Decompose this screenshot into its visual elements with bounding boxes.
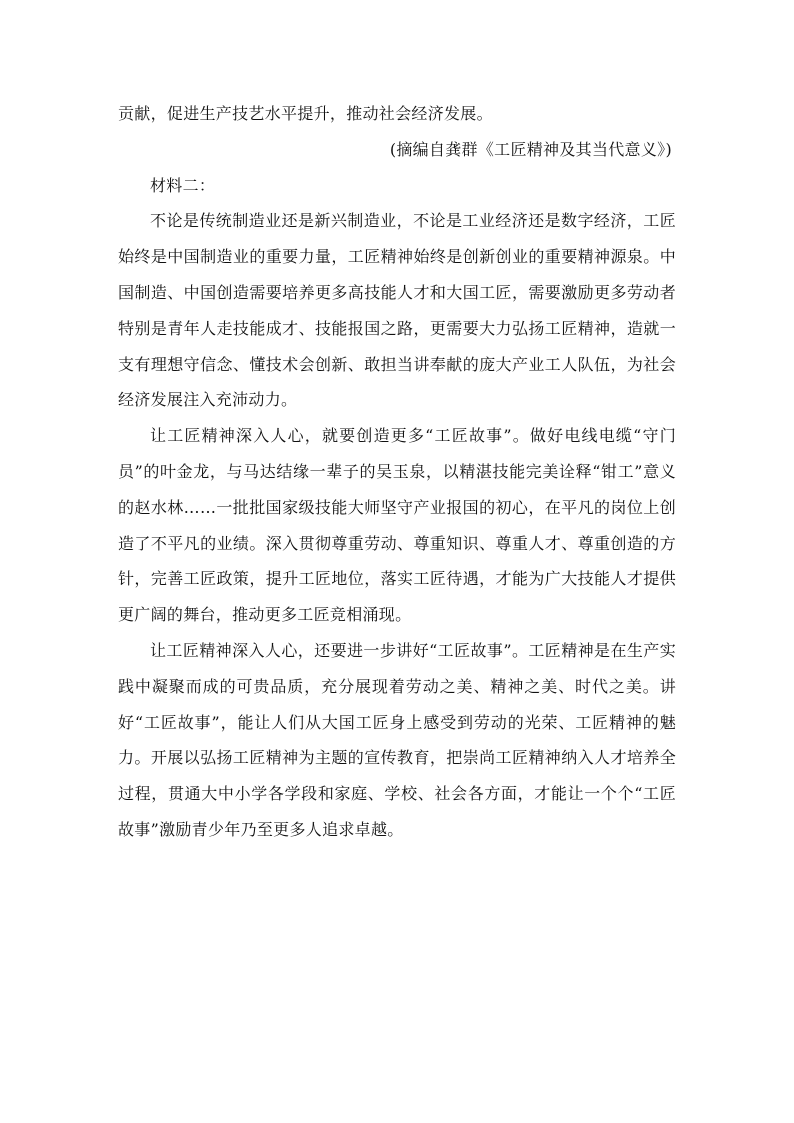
- source-citation: (摘编自龚群《工匠精神及其当代意义》): [389, 139, 672, 159]
- body-paragraph-2: 让工匠精神深入人心，就要创造更多“工匠故事”。做好电线电缆“守门员”的叶金龙，与马达结缘一辈子的吴玉泉，以精湛技能完美诠释“钳工”意义的赵水林……一批批国家级技能大师坚守产业报国的初心，在平凡的岗位上创造了不平凡的业绩。深入贯彻尊重劳动、尊重知识、尊重人才、尊重创造的方针，完善工匠政策，提升工匠地位，落实工匠待遇，才能为广大技能人才提供更广阔的舞台，推动更多工匠竞相涌现。: [118, 426, 676, 625]
- document-body: [118, 96, 676, 848]
- body-paragraph-1: 不论是传统制造业还是新兴制造业，不论是工业经济还是数字经济，工匠始终是中国制造业的重要力量，工匠精神始终是创新创业的重要精神源泉。中国制造、中国创造需要培养更多高技能人才和大国工匠，需要激励更多劳动者特别是青年人走技能成才、技能报国之路，更需要大力弘扬工匠精神，造就一支有理想守信念、懂技术会创新、敢担当讲奉献的庞大产业工人队伍，为社会经济发展注入充沛动力。: [118, 211, 676, 410]
- body-paragraph-3: 让工匠精神深入人心，还要进一步讲好“工匠故事”。工匠精神是在生产实践中凝聚而成的可贵品质，充分展现着劳动之美、精神之美、时代之美。讲好“工匠故事”，能让人们从大国工匠身上感受到劳动的光荣、工匠精神的魅力。开展以弘扬工匠精神为主题的宣传教育，把崇尚工匠精神纳入人才培养全过程，贯通大中小学各学段和家庭、学校、社会各方面，才能让一个个“工匠故事”激励青少年乃至更多人追求卓越。: [118, 640, 676, 839]
- section-label: 材料二：: [150, 175, 216, 195]
- continued-paragraph: 贡献，促进生产技艺水平提升，推动社会经济发展。: [118, 104, 493, 123]
